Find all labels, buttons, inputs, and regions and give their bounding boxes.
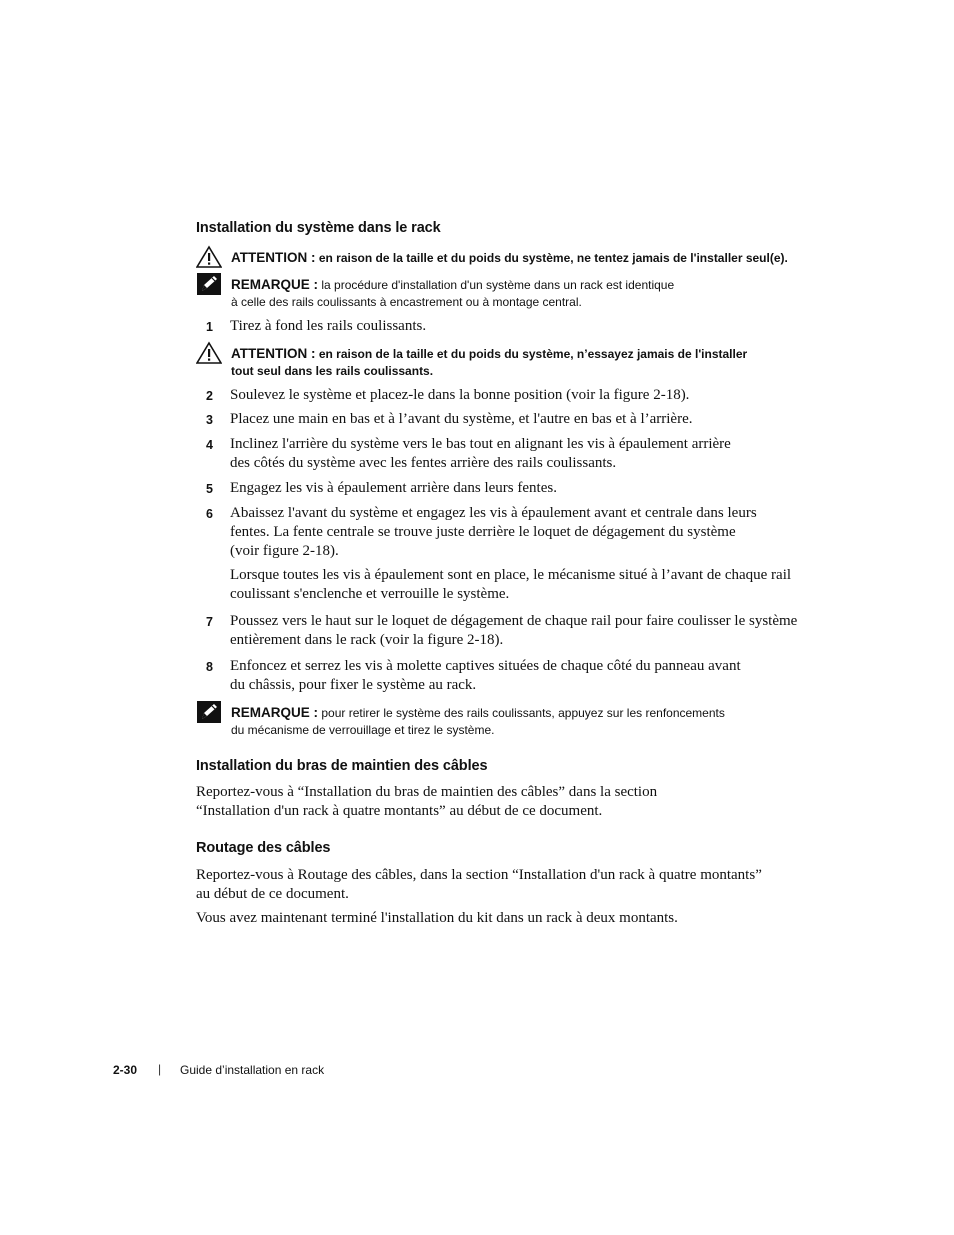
remarque-label: REMARQUE : [231,277,318,292]
footer-title: Guide d’installation en rack [180,1063,325,1077]
step-text: Engagez les vis à épaulement arrière dans leurs fentes. [230,480,557,496]
step-number: 6 [206,507,213,521]
step-text-line: Enfoncez et serrez les vis à molette captives situées de chaque côté du panneau avant [230,658,741,674]
step-number: 8 [206,660,213,674]
paragraph-line: Reportez-vous à Routage des câbles, dans la section “Installation d'un rack à quatre montants” [196,867,762,883]
step-text: Soulevez le système et placez-le dans la bonne position (voir la figure 2-18). [230,387,690,403]
step-text [230,504,757,561]
step-text [230,612,797,650]
page-number: 2-30 [113,1063,138,1077]
cable-arm-paragraph [196,783,657,821]
attention-1 [231,249,788,267]
footer-separator: | [158,1062,162,1076]
paragraph-line: au début de ce document. [196,886,349,902]
step-text-line: du châssis, pour fixer le système au rack. [230,677,477,693]
step-number: 4 [206,438,213,452]
paragraph-line: Reportez-vous à “Installation du bras de maintien des câbles” dans la section [196,784,658,800]
remarque-text-line: la procédure d'installation d'un système dans un rack est identique [321,278,675,292]
step-text-line: Abaissez l'avant du système et engagez les vis à épaulement avant et centrale dans leurs [230,505,757,521]
step-number: 2 [206,389,213,403]
section-heading-install-system: Installation du système dans le rack [196,220,441,236]
step-text-line: Inclinez l'arrière du système vers le bas tout en alignant les vis à épaulement arrière [230,436,731,452]
step-number: 7 [206,615,213,629]
attention-text: en raison de la taille et du poids du système, ne tentez jamais de l'installer seul(e). [318,251,788,265]
step-text-line: des côtés du système avec les fentes arrière des rails coulissants. [230,455,617,471]
step-number: 1 [206,320,213,334]
note-pencil-icon [196,700,222,724]
attention-label: ATTENTION : [231,250,316,265]
attention-text-line: tout seul dans les rails coulissants. [231,364,434,378]
step-text [230,657,741,695]
step-paragraph [230,566,791,604]
remarque-1 [231,276,674,311]
step-text-line: entièrement dans le rack (voir la figure 2-18). [230,632,504,648]
step-text-line: fentes. La fente centrale se trouve juste derrière le loquet de dégagement du système [230,524,736,540]
attention-text-line: en raison de la taille et du poids du système, n’essayez jamais de l'installer [318,347,748,361]
step-number: 3 [206,413,213,427]
warning-triangle-icon [196,341,222,365]
section-heading-cable-arm: Installation du bras de maintien des câbles [196,758,488,774]
attention-label: ATTENTION : [231,346,316,361]
remarque-2 [231,704,725,739]
attention-2 [231,345,747,380]
step-text: Placez une main en bas et à l’avant du système, et l'autre en bas et à l’arrière. [230,411,693,427]
paragraph-line: “Installation d'un rack à quatre montants” au début de ce document. [196,803,603,819]
step-text: Tirez à fond les rails coulissants. [230,318,427,334]
warning-triangle-icon [196,245,222,269]
routing-paragraph [196,866,762,904]
step-text-line: Poussez vers le haut sur le loquet de dégagement de chaque rail pour faire coulisser le système [230,613,798,629]
note-pencil-icon [196,272,222,296]
conclusion-paragraph: Vous avez maintenant terminé l'installation du kit dans un rack à deux montants. [196,910,678,926]
remarque-label: REMARQUE : [231,705,318,720]
step-text [230,435,731,473]
remarque-text-line: à celle des rails coulissants à encastrement ou à montage central. [231,295,582,309]
step-text-line: (voir figure 2-18). [230,543,339,559]
remarque-text-line: pour retirer le système des rails coulissants, appuyez sur les renfoncements [321,706,725,720]
step-paragraph-line: Lorsque toutes les vis à épaulement sont en place, le mécanisme situé à l’avant de chaque rail [230,567,792,583]
remarque-text-line: du mécanisme de verrouillage et tirez le système. [231,723,495,737]
step-number: 5 [206,482,213,496]
section-heading-routing: Routage des câbles [196,840,331,856]
step-paragraph-line: coulissant s'enclenche et verrouille le système. [230,586,510,602]
